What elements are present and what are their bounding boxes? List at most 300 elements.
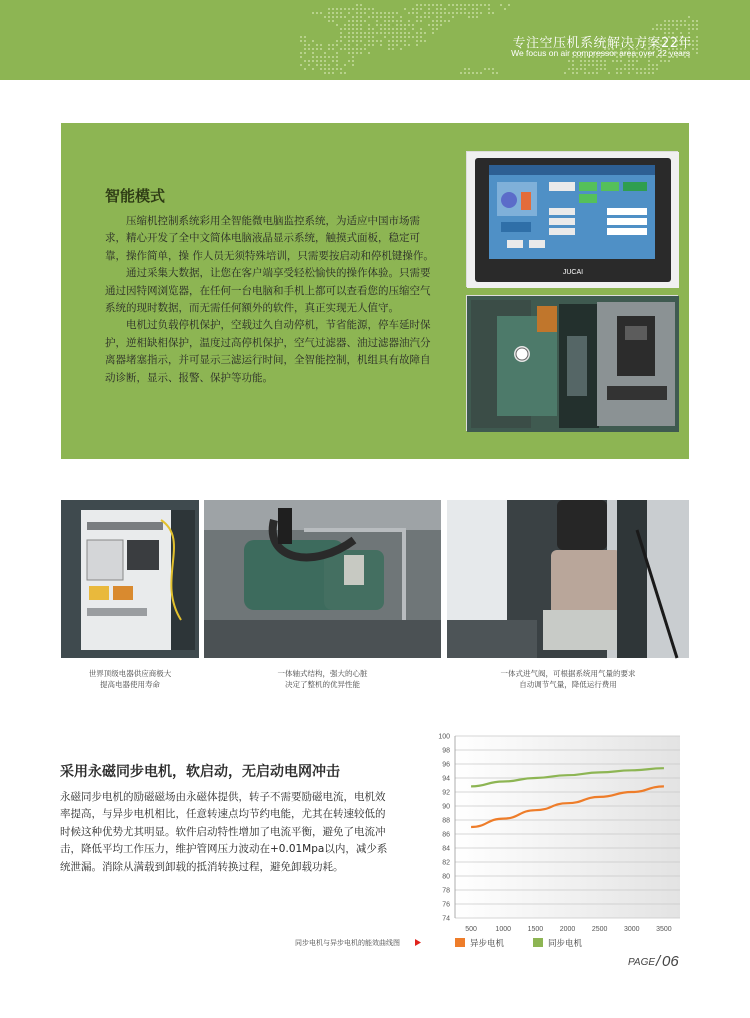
- map-dot: [600, 60, 602, 62]
- map-dot: [656, 28, 658, 30]
- electrical-cabinet-photo: [61, 500, 199, 658]
- y-tick-label: 88: [442, 817, 450, 825]
- map-dot: [476, 4, 478, 6]
- map-dot: [444, 8, 446, 10]
- map-dot: [420, 28, 422, 30]
- map-dot: [376, 24, 378, 26]
- map-dot: [632, 64, 634, 66]
- map-dot: [336, 8, 338, 10]
- map-dot: [384, 36, 386, 38]
- map-dot: [468, 72, 470, 74]
- map-dot: [408, 24, 410, 26]
- map-dot: [364, 8, 366, 10]
- map-dot: [628, 68, 630, 70]
- map-dot: [452, 4, 454, 6]
- photo-caption-2-line-1: 一体轴式结构，强大的心脏: [277, 669, 368, 678]
- map-dot: [324, 16, 326, 18]
- legend-swatch-1: [455, 938, 465, 947]
- y-tick-label: 82: [442, 859, 450, 867]
- map-dot: [416, 36, 418, 38]
- motor-section-text: 永磁同步电机的励磁磁场由永磁体提供，转子不需要励磁电流，电机效率提高，与异步电机相比，任意转速点均节约电能，尤其在转速较低的时候这种优势尤其明显。软件启动特性增加了电流平衡，避免了电流冲击，降低平均工作压力，维护管网压力波动在+0.01Mpa以内，减少系统泄漏。消除从满载到卸载的抵消转换过程，避免卸载功耗。: [60, 791, 388, 873]
- map-dot: [596, 60, 598, 62]
- map-dot: [628, 72, 630, 74]
- map-dot: [312, 40, 314, 42]
- map-dot: [380, 12, 382, 14]
- map-dot: [488, 68, 490, 70]
- map-dot: [432, 20, 434, 22]
- map-dot: [688, 24, 690, 26]
- map-dot: [416, 20, 418, 22]
- header-slogan-en: We focus on air compressor area over 22 years: [511, 48, 690, 58]
- map-dot: [584, 68, 586, 70]
- map-dot: [392, 48, 394, 50]
- map-dot: [668, 20, 670, 22]
- map-dot: [696, 44, 698, 46]
- map-dot: [684, 20, 686, 22]
- map-dot: [304, 52, 306, 54]
- chart-title-arrow-icon: [415, 939, 421, 946]
- map-dot: [356, 28, 358, 30]
- map-dot: [392, 16, 394, 18]
- map-dot: [416, 4, 418, 6]
- map-dot: [436, 20, 438, 22]
- map-dot: [604, 64, 606, 66]
- map-dot: [376, 16, 378, 18]
- map-dot: [400, 36, 402, 38]
- map-dot: [352, 64, 354, 66]
- map-dot: [344, 48, 346, 50]
- map-dot: [388, 20, 390, 22]
- map-dot: [692, 28, 694, 30]
- map-dot: [384, 32, 386, 34]
- map-dot: [340, 8, 342, 10]
- map-dot: [656, 64, 658, 66]
- map-dot: [648, 64, 650, 66]
- map-dot: [676, 28, 678, 30]
- map-dot: [420, 36, 422, 38]
- map-dot: [316, 64, 318, 66]
- map-dot: [332, 68, 334, 70]
- x-tick-label: 2500: [591, 926, 608, 933]
- map-dot: [404, 40, 406, 42]
- map-dot: [300, 36, 302, 38]
- map-dot: [668, 60, 670, 62]
- map-dot: [404, 8, 406, 10]
- x-tick-label: 2000: [559, 926, 576, 933]
- map-dot: [420, 32, 422, 34]
- smart-mode-title: 智能模式: [105, 187, 166, 205]
- map-dot: [604, 68, 606, 70]
- map-dot: [384, 16, 386, 18]
- map-dot: [316, 60, 318, 62]
- map-dot: [344, 36, 346, 38]
- map-dot: [588, 64, 590, 66]
- map-dot: [328, 44, 330, 46]
- chart-title: 同步电机与异步电机的能效曲线图: [295, 940, 400, 947]
- map-dot: [352, 60, 354, 62]
- map-dot: [360, 12, 362, 14]
- map-dot: [340, 28, 342, 30]
- map-dot: [332, 48, 334, 50]
- map-dot: [352, 24, 354, 26]
- map-dot: [356, 16, 358, 18]
- map-dot: [664, 28, 666, 30]
- map-dot: [324, 60, 326, 62]
- map-dot: [412, 36, 414, 38]
- map-dot: [416, 40, 418, 42]
- map-dot: [492, 12, 494, 14]
- map-dot: [308, 60, 310, 62]
- map-dot: [696, 20, 698, 22]
- map-dot: [468, 68, 470, 70]
- map-dot: [404, 36, 406, 38]
- map-dot: [488, 12, 490, 14]
- map-dot: [500, 4, 502, 6]
- map-dot: [620, 72, 622, 74]
- map-dot: [672, 24, 674, 26]
- map-dot: [664, 20, 666, 22]
- y-tick-label: 96: [442, 761, 450, 769]
- map-dot: [436, 4, 438, 6]
- map-dot: [304, 44, 306, 46]
- map-dot: [592, 64, 594, 66]
- map-dot: [696, 48, 698, 50]
- map-dot: [388, 48, 390, 50]
- map-dot: [348, 40, 350, 42]
- map-dot: [340, 16, 342, 18]
- map-dot: [636, 60, 638, 62]
- map-dot: [464, 4, 466, 6]
- map-dot: [352, 52, 354, 54]
- map-dot: [420, 16, 422, 18]
- map-dot: [616, 60, 618, 62]
- map-dot: [444, 12, 446, 14]
- map-dot: [332, 12, 334, 14]
- map-dot: [428, 12, 430, 14]
- map-dot: [324, 64, 326, 66]
- map-dot: [612, 60, 614, 62]
- map-dot: [304, 36, 306, 38]
- map-dot: [376, 12, 378, 14]
- map-dot: [420, 8, 422, 10]
- map-dot: [424, 4, 426, 6]
- map-dot: [384, 12, 386, 14]
- map-dot: [696, 52, 698, 54]
- map-dot: [416, 32, 418, 34]
- map-dot: [364, 48, 366, 50]
- map-dot: [572, 72, 574, 74]
- map-dot: [416, 8, 418, 10]
- map-dot: [368, 24, 370, 26]
- map-dot: [360, 52, 362, 54]
- map-dot: [456, 8, 458, 10]
- map-dot: [360, 16, 362, 18]
- y-tick-label: 94: [442, 775, 450, 783]
- map-dot: [352, 16, 354, 18]
- map-dot: [468, 4, 470, 6]
- map-dot: [376, 32, 378, 34]
- map-dot: [340, 48, 342, 50]
- map-dot: [356, 52, 358, 54]
- map-dot: [580, 68, 582, 70]
- map-dot: [352, 56, 354, 58]
- map-dot: [420, 20, 422, 22]
- map-dot: [336, 44, 338, 46]
- map-dot: [488, 8, 490, 10]
- map-dot: [360, 4, 362, 6]
- map-dot: [416, 16, 418, 18]
- map-dot: [356, 4, 358, 6]
- map-dot: [328, 12, 330, 14]
- map-dot: [468, 12, 470, 14]
- map-dot: [600, 64, 602, 66]
- map-dot: [428, 4, 430, 6]
- map-dot: [576, 72, 578, 74]
- y-tick-label: 92: [442, 789, 450, 797]
- map-dot: [416, 44, 418, 46]
- map-dot: [356, 12, 358, 14]
- map-dot: [356, 44, 358, 46]
- map-dot: [640, 68, 642, 70]
- map-dot: [660, 24, 662, 26]
- map-dot: [368, 40, 370, 42]
- map-dot: [392, 36, 394, 38]
- map-dot: [348, 20, 350, 22]
- map-dot: [312, 56, 314, 58]
- map-dot: [460, 8, 462, 10]
- map-dot: [596, 64, 598, 66]
- map-dot: [320, 64, 322, 66]
- map-dot: [344, 24, 346, 26]
- map-dot: [400, 24, 402, 26]
- map-dot: [412, 28, 414, 30]
- map-dot: [660, 28, 662, 30]
- map-dot: [668, 28, 670, 30]
- map-dot: [676, 20, 678, 22]
- map-dot: [336, 64, 338, 66]
- map-dot: [620, 60, 622, 62]
- map-dot: [348, 60, 350, 62]
- photo-caption-3-line-2: 自动调节气量，降低运行费用: [519, 680, 617, 689]
- photo-caption-1: [61, 668, 199, 690]
- map-dot: [380, 32, 382, 34]
- map-dot: [360, 48, 362, 50]
- map-dot: [592, 60, 594, 62]
- map-dot: [340, 36, 342, 38]
- map-dot: [344, 72, 346, 74]
- map-dot: [472, 72, 474, 74]
- map-dot: [328, 8, 330, 10]
- smart-mode-paragraph-1: 压缩机控制系统彩用全智能微电脑监控系统，为适应中国市场需求，精心开发了全中文简体电脑液晶显示系统，触摸式面板，稳定可靠，操作简单，操 作人员无须特殊培训，只需要按启动和停机键操作。: [105, 215, 434, 262]
- map-dot: [476, 8, 478, 10]
- x-tick-label: 3500: [656, 926, 672, 933]
- map-dot: [312, 52, 314, 54]
- map-dot: [432, 12, 434, 14]
- map-dot: [680, 24, 682, 26]
- map-dot: [464, 72, 466, 74]
- map-dot: [408, 20, 410, 22]
- map-dot: [408, 12, 410, 14]
- map-dot: [388, 24, 390, 26]
- map-dot: [308, 44, 310, 46]
- map-dot: [660, 60, 662, 62]
- map-dot: [360, 24, 362, 26]
- map-dot: [584, 64, 586, 66]
- map-dot: [456, 4, 458, 6]
- map-dot: [656, 68, 658, 70]
- map-dot: [412, 24, 414, 26]
- map-dot: [352, 8, 354, 10]
- map-dot: [360, 28, 362, 30]
- map-dot: [364, 44, 366, 46]
- map-dot: [692, 20, 694, 22]
- map-dot: [344, 64, 346, 66]
- map-dot: [396, 40, 398, 42]
- map-dot: [328, 16, 330, 18]
- map-dot: [312, 60, 314, 62]
- map-dot: [384, 20, 386, 22]
- map-dot: [356, 48, 358, 50]
- map-dot: [300, 64, 302, 66]
- y-tick-label: 84: [442, 845, 450, 853]
- map-dot: [440, 8, 442, 10]
- map-dot: [468, 16, 470, 18]
- map-dot: [676, 24, 678, 26]
- map-dot: [692, 40, 694, 42]
- compressor-interior-image: [466, 295, 678, 431]
- map-dot: [324, 52, 326, 54]
- map-dot: [436, 24, 438, 26]
- map-dot: [400, 32, 402, 34]
- map-dot: [408, 32, 410, 34]
- map-dot: [320, 44, 322, 46]
- map-dot: [308, 64, 310, 66]
- y-tick-label: 76: [442, 901, 450, 909]
- map-dot: [392, 32, 394, 34]
- x-tick-label: 1500: [527, 926, 544, 933]
- map-dot: [320, 56, 322, 58]
- map-dot: [464, 68, 466, 70]
- map-dot: [460, 4, 462, 6]
- screen-brand-label: JUCAI: [562, 269, 584, 276]
- smart-mode-paragraph-2: 通过采集大数据，让您在客户端享受轻松愉快的操作体验。只需要通过因特网浏览器，在任何一台电脑和手机上都可以查看您的压缩空气系统的现时数据，而无需任何额外的软件，真正实现无人值守。: [105, 267, 431, 315]
- map-dot: [392, 20, 394, 22]
- map-dot: [328, 68, 330, 70]
- map-dot: [340, 40, 342, 42]
- map-dot: [440, 16, 442, 18]
- page-label: PAGE: [628, 957, 656, 968]
- map-dot: [432, 4, 434, 6]
- map-dot: [436, 28, 438, 30]
- map-dot: [368, 8, 370, 10]
- map-dot: [448, 20, 450, 22]
- page-slash: /: [656, 953, 661, 970]
- map-dot: [348, 8, 350, 10]
- map-dot: [328, 20, 330, 22]
- map-dot: [436, 8, 438, 10]
- map-dot: [348, 12, 350, 14]
- map-dot: [364, 20, 366, 22]
- map-dot: [368, 28, 370, 30]
- map-dot: [364, 36, 366, 38]
- map-dot: [304, 40, 306, 42]
- page-number: 06: [662, 953, 679, 970]
- y-tick-label: 90: [442, 803, 450, 811]
- map-dot: [628, 64, 630, 66]
- map-dot: [304, 48, 306, 50]
- map-dot: [580, 64, 582, 66]
- map-dot: [364, 12, 366, 14]
- y-tick-label: 78: [442, 887, 450, 895]
- map-dot: [392, 44, 394, 46]
- photo-caption-3-line-1: 一体式进气阀，可根据系统用气量的要求: [500, 669, 636, 678]
- map-dot: [472, 12, 474, 14]
- map-dot: [428, 24, 430, 26]
- map-dot: [484, 4, 486, 6]
- photo-caption-1-line-1: 世界顶级电器供应商极大: [88, 669, 172, 678]
- map-dot: [384, 28, 386, 30]
- map-dot: [400, 16, 402, 18]
- map-dot: [388, 16, 390, 18]
- map-dot: [340, 32, 342, 34]
- map-dot: [620, 68, 622, 70]
- map-dot: [348, 44, 350, 46]
- map-dot: [312, 68, 314, 70]
- map-dot: [440, 4, 442, 6]
- map-dot: [408, 44, 410, 46]
- map-dot: [492, 72, 494, 74]
- map-dot: [304, 60, 306, 62]
- map-dot: [464, 8, 466, 10]
- map-dot: [396, 32, 398, 34]
- map-dot: [316, 44, 318, 46]
- photo-caption-3: [447, 668, 689, 690]
- map-dot: [472, 16, 474, 18]
- map-dot: [492, 68, 494, 70]
- map-dot: [396, 44, 398, 46]
- map-dot: [332, 44, 334, 46]
- map-dot: [424, 16, 426, 18]
- map-dot: [312, 12, 314, 14]
- map-dot: [380, 40, 382, 42]
- map-dot: [356, 36, 358, 38]
- y-tick-label: 80: [442, 873, 450, 881]
- map-dot: [388, 44, 390, 46]
- map-dot: [336, 24, 338, 26]
- map-dot: [392, 12, 394, 14]
- map-dot: [596, 68, 598, 70]
- map-dot: [396, 20, 398, 22]
- map-dot: [352, 36, 354, 38]
- map-dot: [328, 48, 330, 50]
- map-dot: [448, 4, 450, 6]
- legend-label-1: 异步电机: [470, 938, 505, 948]
- map-dot: [440, 12, 442, 14]
- map-dot: [396, 36, 398, 38]
- map-dot: [396, 12, 398, 14]
- map-dot: [692, 24, 694, 26]
- map-dot: [648, 72, 650, 74]
- map-dot: [496, 72, 498, 74]
- map-dot: [332, 72, 334, 74]
- photo-caption-1-line-2: 提高电器使用寿命: [100, 680, 160, 689]
- motor-section-title: 采用永磁同步电机，软启动，无启动电网冲击: [60, 764, 340, 780]
- map-dot: [600, 68, 602, 70]
- map-dot: [352, 20, 354, 22]
- map-dot: [448, 12, 450, 14]
- map-dot: [356, 40, 358, 42]
- map-dot: [392, 40, 394, 42]
